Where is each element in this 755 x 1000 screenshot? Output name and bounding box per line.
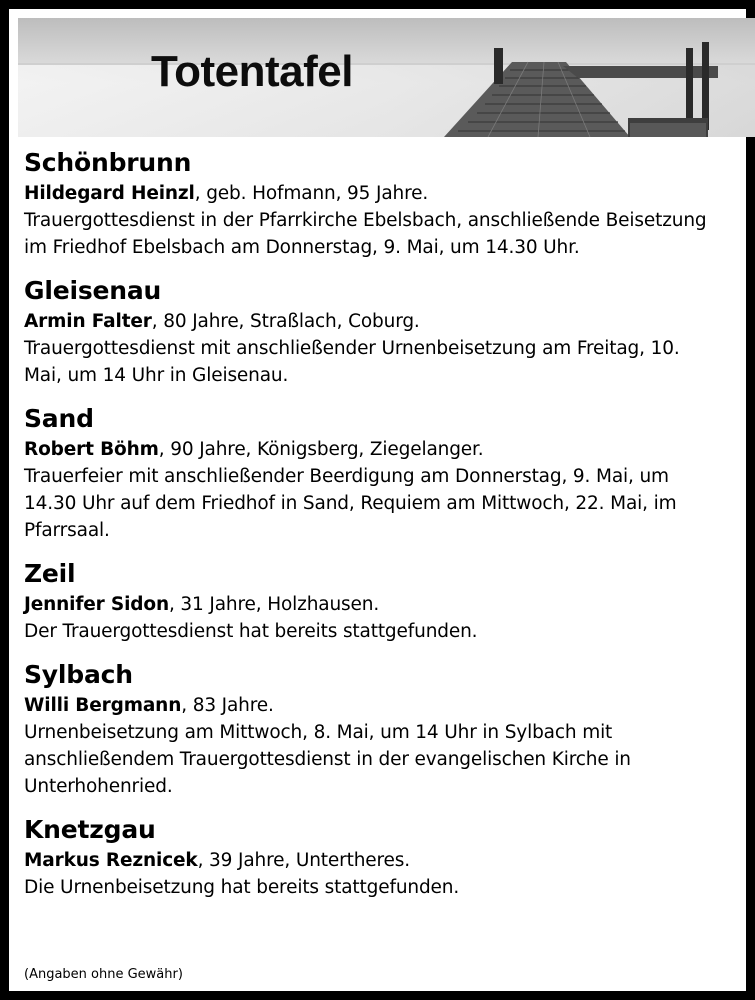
person-details: , 39 Jahre, Untertheres. [197,850,411,871]
service-text: Unterhohenried. [24,776,173,797]
person-line [24,180,749,207]
person-name: Robert Böhm [24,439,159,460]
person-line [24,591,749,618]
person-details: , 31 Jahre, Holzhausen. [168,594,380,615]
disclaimer-note: (Angaben ohne Gewähr) [24,967,183,982]
person-details: , 80 Jahre, Straßlach, Coburg. [151,311,420,332]
service-text: 14.30 Uhr auf dem Friedhof in Sand, Requiem am Mittwoch, 22. Mai, im [24,493,677,514]
person-name: Hildegard Heinzl [24,183,195,204]
place-heading: Zeil [24,559,76,588]
service-text: Trauergottesdienst mit anschließender Urnenbeisetzung am Freitag, 10. [24,338,680,359]
obituary-entry [24,277,749,389]
person-name: Willi Bergmann [24,695,182,716]
place-heading: Schönbrunn [24,148,192,177]
service-text: Die Urnenbeisetzung hat bereits stattgefunden. [24,877,460,898]
place-heading: Sand [24,404,94,433]
person-details: , 90 Jahre, Königsberg, Ziegelanger. [158,439,484,460]
service-text: Trauerfeier mit anschließender Beerdigung am Donnerstag, 9. Mai, um [24,466,669,487]
service-text: Der Trauergottesdienst hat bereits stattgefunden. [24,621,478,642]
person-details: , 83 Jahre. [181,695,274,716]
service-text: Mai, um 14 Uhr in Gleisenau. [24,365,289,386]
jetty-lake-image [18,18,755,137]
service-text: anschließendem Trauergottesdienst in der evangelischen Kirche in [24,749,631,770]
place-heading: Sylbach [24,660,133,689]
obituary-entry [24,149,749,261]
person-line [24,308,749,335]
service-text: Trauergottesdienst in der Pfarrkirche Ebelsbach, anschließende Beisetzung [24,210,707,231]
page-title: Totentafel [151,47,353,96]
person-name: Armin Falter [24,311,152,332]
person-line [24,847,749,874]
person-details: , geb. Hofmann, 95 Jahre. [194,183,429,204]
service-text: Pfarrsaal. [24,520,110,541]
person-line [24,692,749,719]
header-banner [18,18,755,137]
service-text: im Friedhof Ebelsbach am Donnerstag, 9. Mai, um 14.30 Uhr. [24,237,580,258]
obituary-list [24,149,749,917]
person-name: Jennifer Sidon [24,594,169,615]
place-heading: Knetzgau [24,815,156,844]
obituary-entry [24,661,749,800]
place-heading: Gleisenau [24,276,162,305]
obituary-entry [24,405,749,544]
obituary-entry [24,560,749,645]
service-text: Urnenbeisetzung am Mittwoch, 8. Mai, um 14 Uhr in Sylbach mit [24,722,613,743]
person-name: Markus Reznicek [24,850,198,871]
person-line [24,436,749,463]
obituary-entry [24,816,749,901]
